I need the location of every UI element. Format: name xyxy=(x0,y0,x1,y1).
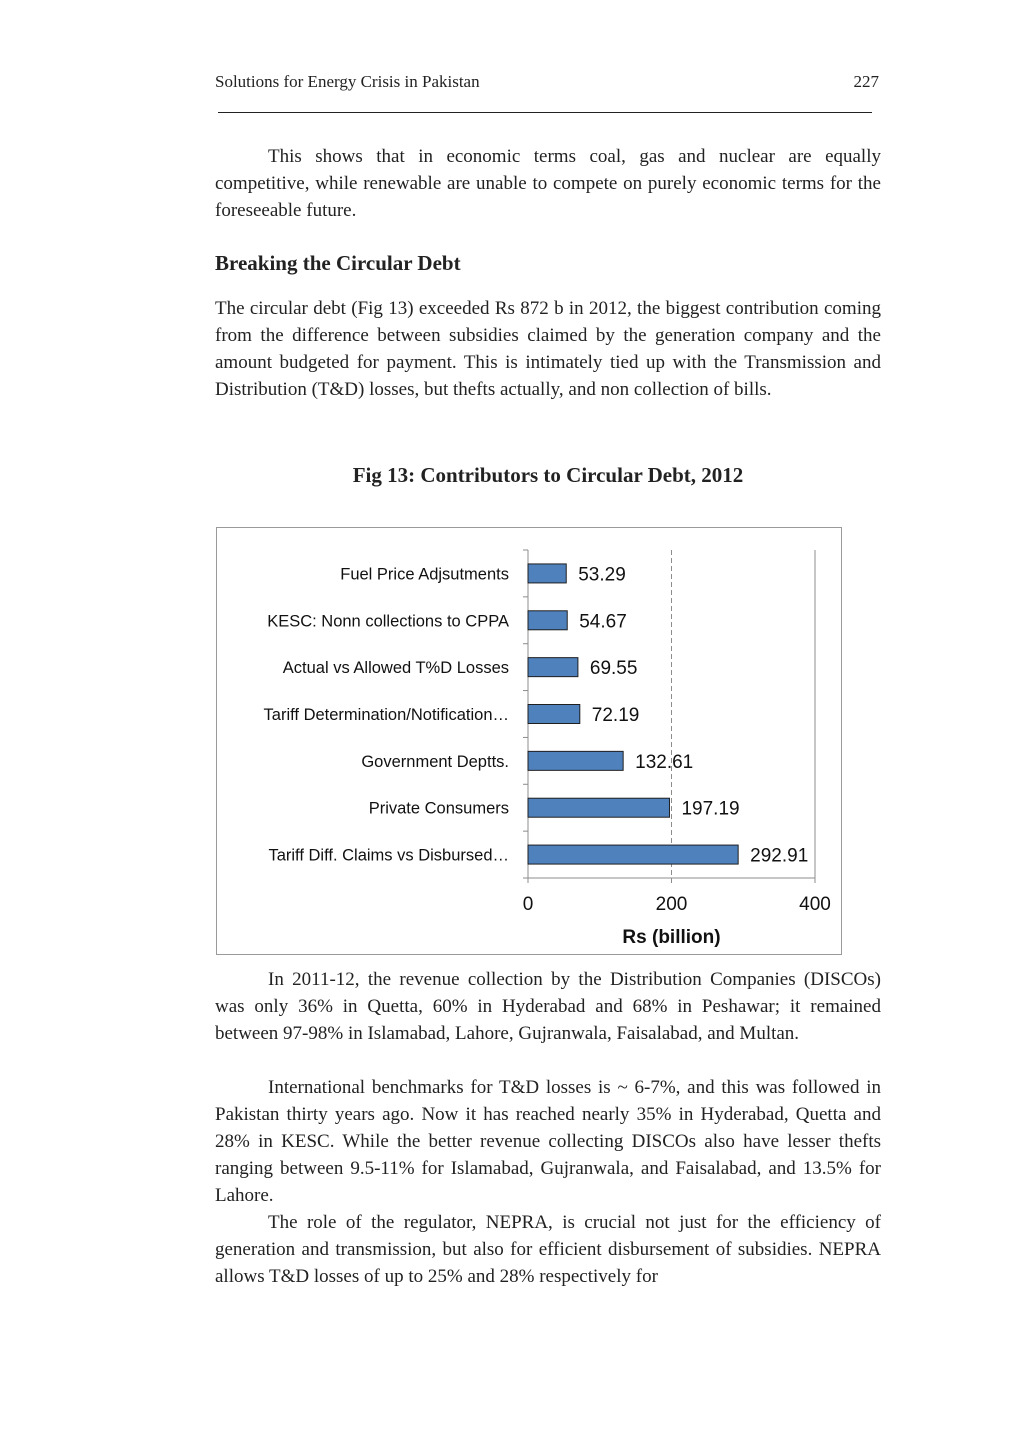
circular-debt-paragraph: The circular debt (Fig 13) exceeded Rs 872 b in 2012, the biggest contribution coming from the difference between subsidies claimed by the generation company and the amount budgeted for payment. This is intimately tied up with the Transmission and Distribution (T&D) losses, but thefts actually, and non collection of bills. xyxy=(215,298,881,400)
category-label: Fuel Price Adjsutments xyxy=(340,565,509,584)
x-tick-label: 200 xyxy=(655,894,688,915)
x-tick-label: 0 xyxy=(522,894,534,915)
data-label: 132.61 xyxy=(635,751,694,773)
data-label: 54.67 xyxy=(579,611,627,633)
bar-chart xyxy=(216,527,842,955)
bar xyxy=(528,845,738,864)
x-axis-title: Rs (billion) xyxy=(622,927,721,948)
category-label: Tariff Determination/Notification… xyxy=(263,706,509,724)
data-label: 72.19 xyxy=(591,705,640,726)
category-label: Actual vs Allowed T%D Losses xyxy=(282,659,509,678)
regulator-paragraph: The role of the regulator, NEPRA, is crucial not just for the efficiency of generation and transmission, but also for efficient disbursement of subsidies. NEPRA allows T&D losses of up to 25% and 28% respectively for xyxy=(215,1212,881,1287)
category-label: Private Consumers xyxy=(368,799,509,818)
page-number: 227 xyxy=(853,72,879,91)
benchmarks-paragraph: International benchmarks for T&D losses is ~ 6-7%, and this was followed in Pakistan thirty years ago. Now it has reached nearly 35% in Hyderabad, Quetta and 28% in KESC. While the better revenue collecting DISCOs also have lesser thefts ranging between 9.5-11% for Islamabad, Gujranwala, and Faisalabad, and 13.5% for Lahore. xyxy=(215,1077,881,1206)
data-label: 292.91 xyxy=(750,845,809,867)
bar xyxy=(528,751,623,770)
bar xyxy=(528,564,566,583)
x-tick-label: 400 xyxy=(799,894,831,915)
figure-title: Fig 13: Contributors to Circular Debt, 2012 xyxy=(352,463,744,487)
data-label: 197.19 xyxy=(681,798,740,820)
category-label: KESC: Nonn collections to CPPA xyxy=(267,612,509,631)
bar xyxy=(528,798,669,817)
header-rule xyxy=(218,112,872,113)
section-heading: Breaking the Circular Debt xyxy=(215,251,461,275)
data-label: 69.55 xyxy=(589,658,638,680)
category-label: Government Deptts. xyxy=(361,752,509,771)
bar-chart-svg xyxy=(217,528,843,956)
intro-paragraph: This shows that in economic terms coal, gas and nuclear are equally competitive, while renewable are unable to compete on purely economic terms for the foreseeable future. xyxy=(215,146,881,221)
running-title: Solutions for Energy Crisis in Pakistan xyxy=(215,72,480,91)
bar xyxy=(528,705,580,724)
category-label: Tariff Diff. Claims vs Disbursed… xyxy=(268,846,509,865)
revenue-paragraph: In 2011-12, the revenue collection by the Distribution Companies (DISCOs) was only 36% in Quetta, 60% in Hyderabad and 68% in Peshawar; it remained between 97-98% in Islamabad, Lahore, Gujranwala, Faisalabad, and Multan. xyxy=(215,969,881,1044)
bar xyxy=(528,658,578,677)
bar xyxy=(528,611,567,630)
data-label: 53.29 xyxy=(578,564,626,586)
